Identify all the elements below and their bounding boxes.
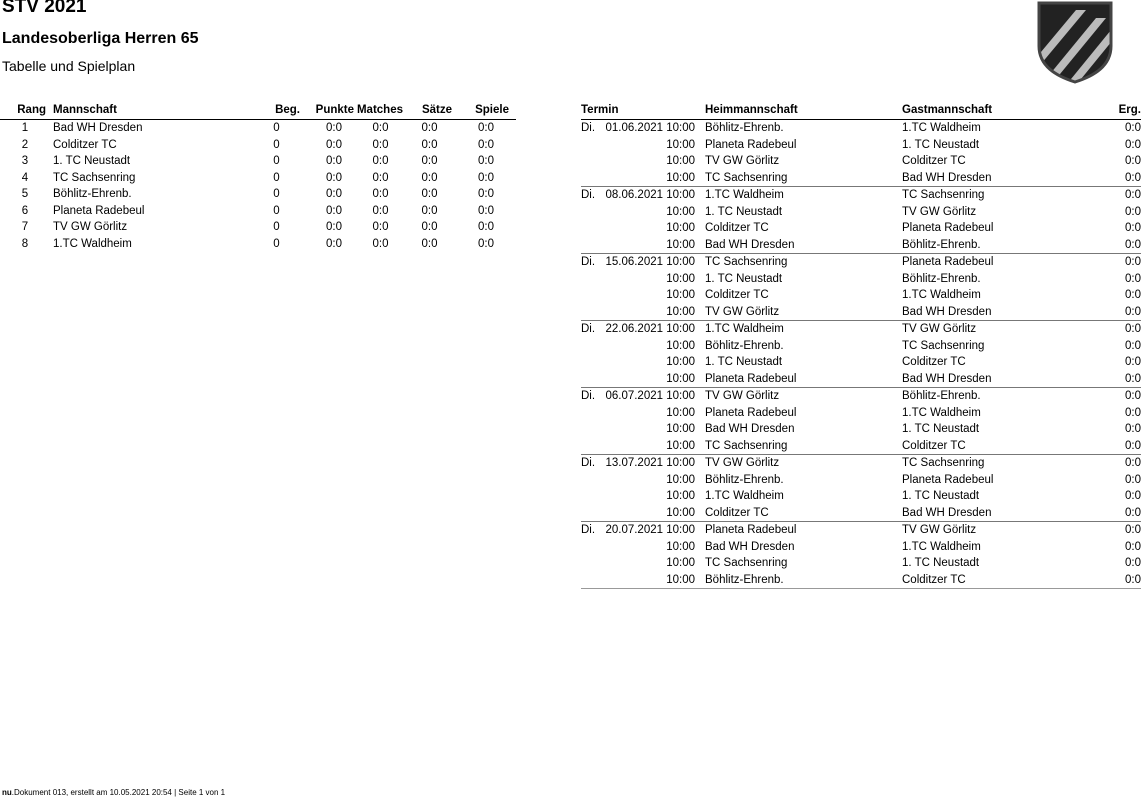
result-cell: 0:0 bbox=[1125, 473, 1141, 486]
col-rang: Rang bbox=[0, 101, 50, 120]
guest-team-cell: 1.TC Waldheim bbox=[902, 540, 981, 553]
match-date-cell bbox=[581, 237, 705, 254]
guest-team-cell: Bad WH Dresden bbox=[902, 171, 992, 184]
match-row bbox=[581, 572, 1141, 589]
match-date-cell bbox=[581, 488, 705, 505]
match-row bbox=[581, 421, 1141, 438]
match-date-cell bbox=[581, 153, 705, 170]
result-cell: 0:0 bbox=[1125, 155, 1141, 167]
result-cell: 0:0 bbox=[1125, 423, 1141, 435]
matches-played-cell: 0 bbox=[273, 171, 280, 184]
result-cell: 0:0 bbox=[1103, 321, 1141, 338]
stv-logo-icon bbox=[1036, 0, 1114, 84]
guest-team-cell: TV GW Görlitz bbox=[902, 522, 1103, 539]
match-date-cell bbox=[581, 505, 705, 522]
result-cell: 0:0 bbox=[1125, 339, 1141, 352]
matches-played-cell: 0 bbox=[273, 204, 280, 217]
match-date-cell bbox=[581, 254, 705, 271]
col-termin: Termin bbox=[581, 101, 705, 120]
guest-team-cell: Colditzer TC bbox=[902, 356, 966, 368]
match-date: 22.06.2021 bbox=[605, 323, 664, 335]
guest-team-cell: Colditzer TC bbox=[902, 155, 966, 167]
match-date-cell bbox=[581, 204, 705, 221]
match-time: 10:00 bbox=[666, 390, 695, 402]
match-time: 10:00 bbox=[666, 573, 695, 586]
match-date-cell bbox=[581, 304, 705, 321]
result-cell: 0:0 bbox=[1125, 222, 1141, 234]
match-day: Di. bbox=[581, 323, 596, 335]
games-cell: 0:0 bbox=[478, 188, 494, 200]
match-day: Di. bbox=[581, 390, 596, 402]
match-row bbox=[581, 405, 1141, 422]
team-name-cell: Bad WH Dresden bbox=[53, 122, 143, 134]
match-time: 10:00 bbox=[666, 205, 695, 218]
games-cell: 0:0 bbox=[478, 204, 494, 217]
match-time: 10:00 bbox=[666, 189, 695, 201]
result-cell: 0:0 bbox=[1103, 388, 1141, 405]
result-cell: 0:0 bbox=[1125, 272, 1141, 285]
match-time: 10:00 bbox=[666, 272, 695, 285]
result-cell: 0:0 bbox=[1125, 372, 1141, 385]
match-time: 10:00 bbox=[666, 540, 695, 553]
match-row bbox=[581, 388, 1141, 405]
match-row bbox=[581, 321, 1141, 338]
match-date-cell bbox=[581, 137, 705, 154]
match-date: 13.07.2021 bbox=[605, 457, 664, 469]
result-cell: 0:0 bbox=[1103, 187, 1141, 204]
home-team-cell: Böhlitz-Ehrenb. bbox=[705, 572, 902, 589]
matches-cell: 0:0 bbox=[372, 204, 389, 217]
footer bbox=[2, 788, 225, 797]
guest-team-cell: Planeta Radebeul bbox=[902, 473, 994, 486]
match-row bbox=[581, 354, 1141, 371]
match-date-cell bbox=[581, 321, 705, 338]
match-time: 10:00 bbox=[666, 238, 695, 251]
team-name-cell: Colditzer TC bbox=[53, 138, 117, 151]
home-team-cell: 1. TC Neustadt bbox=[705, 356, 783, 368]
matches-played-cell: 0 bbox=[273, 138, 280, 151]
home-team-cell: TV GW Görlitz bbox=[705, 388, 902, 405]
league-title: Landesoberliga Herren 65 bbox=[2, 30, 199, 47]
guest-team-cell: Bad WH Dresden bbox=[902, 305, 992, 318]
guest-team-cell: Böhlitz-Ehrenb. bbox=[902, 238, 981, 251]
team-name-cell: TC Sachsenring bbox=[53, 171, 136, 184]
col-ergebnis: Erg. bbox=[1103, 101, 1141, 120]
match-date-cell bbox=[581, 522, 705, 539]
result-cell: 0:0 bbox=[1125, 138, 1141, 151]
col-spiele: Spiele bbox=[452, 101, 516, 120]
result-cell: 0:0 bbox=[1125, 289, 1141, 301]
home-team-cell: TV GW Görlitz bbox=[705, 155, 780, 167]
match-row bbox=[581, 287, 1141, 304]
matches-cell: 0:0 bbox=[372, 138, 389, 151]
matches-cell: 0:0 bbox=[372, 188, 389, 200]
match-day: Di. bbox=[581, 122, 596, 134]
home-team-cell: Böhlitz-Ehrenb. bbox=[705, 473, 784, 486]
match-time: 10:00 bbox=[666, 323, 695, 335]
match-row bbox=[581, 304, 1141, 321]
home-team-cell: Böhlitz-Ehrenb. bbox=[705, 122, 784, 134]
col-punkte: Punkte bbox=[300, 101, 354, 120]
match-time: 10:00 bbox=[666, 289, 695, 301]
matches-cell: 0:0 bbox=[372, 171, 389, 184]
home-team-cell: TC Sachsenring bbox=[705, 557, 788, 569]
standings-row bbox=[0, 219, 516, 236]
match-row bbox=[581, 505, 1141, 522]
guest-team-cell: Bad WH Dresden bbox=[902, 372, 992, 385]
match-date-cell bbox=[581, 405, 705, 422]
guest-team-cell: 1.TC Waldheim bbox=[902, 406, 981, 419]
team-name-cell: 1.TC Waldheim bbox=[53, 237, 132, 250]
match-row bbox=[581, 170, 1141, 187]
col-heimmannschaft: Heimmannschaft bbox=[705, 101, 902, 120]
match-date-cell bbox=[581, 388, 705, 405]
result-cell: 0:0 bbox=[1125, 540, 1141, 553]
games-cell: 0:0 bbox=[478, 122, 494, 134]
match-row bbox=[581, 187, 1141, 204]
match-row bbox=[581, 137, 1141, 154]
result-cell: 0:0 bbox=[1125, 406, 1141, 419]
match-row bbox=[581, 237, 1141, 254]
points-cell: 0:0 bbox=[326, 204, 342, 217]
matches-played-cell: 0 bbox=[273, 237, 280, 250]
rank-cell: 8 bbox=[21, 237, 29, 250]
team-name-cell: Planeta Radebeul bbox=[53, 204, 145, 217]
match-date: 01.06.2021 bbox=[605, 122, 664, 134]
guest-team-cell: 1. TC Neustadt bbox=[902, 138, 980, 151]
guest-team-cell: TC Sachsenring bbox=[902, 187, 1103, 204]
match-date-cell bbox=[581, 472, 705, 489]
matches-played-cell: 0 bbox=[273, 221, 280, 233]
match-date: 06.07.2021 bbox=[605, 390, 664, 402]
matches-played-cell: 0 bbox=[273, 155, 280, 167]
match-time: 10:00 bbox=[666, 490, 695, 502]
matches-cell: 0:0 bbox=[372, 237, 389, 250]
guest-team-cell: TC Sachsenring bbox=[902, 455, 1103, 472]
match-date-cell bbox=[581, 371, 705, 388]
page-title: STV 2021 bbox=[2, 0, 87, 17]
sets-cell: 0:0 bbox=[421, 237, 438, 250]
rank-cell: 7 bbox=[21, 221, 29, 233]
match-row bbox=[581, 254, 1141, 271]
col-matches: Matches bbox=[354, 101, 403, 120]
guest-team-cell: Bad WH Dresden bbox=[902, 506, 992, 519]
match-time: 10:00 bbox=[666, 524, 695, 536]
guest-team-cell: 1. TC Neustadt bbox=[902, 490, 980, 502]
home-team-cell: Planeta Radebeul bbox=[705, 522, 902, 539]
home-team-cell: Colditzer TC bbox=[705, 506, 769, 519]
result-cell: 0:0 bbox=[1125, 171, 1141, 184]
match-date-cell bbox=[581, 438, 705, 455]
games-cell: 0:0 bbox=[478, 138, 494, 151]
match-date-cell bbox=[581, 170, 705, 187]
match-row bbox=[581, 220, 1141, 237]
match-row bbox=[581, 488, 1141, 505]
points-cell: 0:0 bbox=[326, 155, 342, 167]
result-cell: 0:0 bbox=[1103, 572, 1141, 589]
sets-cell: 0:0 bbox=[421, 204, 438, 217]
home-team-cell: TC Sachsenring bbox=[705, 171, 788, 184]
result-cell: 0:0 bbox=[1125, 356, 1141, 368]
match-time: 10:00 bbox=[666, 372, 695, 385]
match-date-cell bbox=[581, 271, 705, 288]
games-cell: 0:0 bbox=[478, 171, 494, 184]
match-date-cell bbox=[581, 455, 705, 472]
points-cell: 0:0 bbox=[326, 237, 342, 250]
guest-team-cell: TC Sachsenring bbox=[902, 339, 985, 352]
games-cell: 0:0 bbox=[478, 155, 494, 167]
match-row bbox=[581, 555, 1141, 572]
sets-cell: 0:0 bbox=[421, 122, 438, 134]
col-mannschaft: Mannschaft bbox=[50, 101, 243, 120]
home-team-cell: 1.TC Waldheim bbox=[705, 187, 902, 204]
rank-cell: 6 bbox=[21, 204, 29, 217]
col-saetze: Sätze bbox=[403, 101, 452, 120]
games-cell: 0:0 bbox=[478, 237, 494, 250]
result-cell: 0:0 bbox=[1103, 522, 1141, 539]
match-row bbox=[581, 120, 1141, 137]
standings-row bbox=[0, 186, 516, 203]
home-team-cell: Colditzer TC bbox=[705, 222, 769, 234]
match-date-cell bbox=[581, 421, 705, 438]
match-date: 15.06.2021 bbox=[605, 256, 664, 268]
guest-team-cell: Colditzer TC bbox=[902, 572, 1103, 589]
match-row bbox=[581, 371, 1141, 388]
match-time: 10:00 bbox=[666, 457, 695, 469]
result-cell: 0:0 bbox=[1125, 305, 1141, 318]
col-gastmannschaft: Gastmannschaft bbox=[902, 101, 1103, 120]
standings-row bbox=[0, 120, 516, 137]
rank-cell: 2 bbox=[21, 138, 29, 151]
match-row bbox=[581, 472, 1141, 489]
sets-cell: 0:0 bbox=[421, 138, 438, 151]
points-cell: 0:0 bbox=[326, 188, 342, 200]
home-team-cell: TC Sachsenring bbox=[705, 254, 902, 271]
matches-played-cell: 0 bbox=[273, 122, 280, 134]
home-team-cell: Colditzer TC bbox=[705, 289, 769, 301]
home-team-cell: Planeta Radebeul bbox=[705, 138, 797, 151]
guest-team-cell: Planeta Radebeul bbox=[902, 222, 994, 234]
standings-row bbox=[0, 170, 516, 187]
guest-team-cell: Colditzer TC bbox=[902, 439, 966, 452]
home-team-cell: TC Sachsenring bbox=[705, 439, 788, 452]
result-cell: 0:0 bbox=[1125, 490, 1141, 502]
team-name-cell: Böhlitz-Ehrenb. bbox=[53, 188, 132, 200]
home-team-cell: Bad WH Dresden bbox=[705, 238, 795, 251]
match-time: 10:00 bbox=[666, 506, 695, 519]
guest-team-cell: 1.TC Waldheim bbox=[902, 122, 981, 134]
match-date-cell bbox=[581, 220, 705, 237]
match-date: 20.07.2021 bbox=[605, 524, 664, 536]
match-date-cell bbox=[581, 354, 705, 371]
standings-row bbox=[0, 137, 516, 154]
result-cell: 0:0 bbox=[1125, 122, 1141, 134]
page-description: Tabelle und Spielplan bbox=[2, 58, 136, 74]
match-date-cell bbox=[581, 287, 705, 304]
result-cell: 0:0 bbox=[1125, 506, 1141, 519]
match-day: Di. bbox=[581, 524, 596, 536]
match-row bbox=[581, 271, 1141, 288]
result-cell: 0:0 bbox=[1125, 557, 1141, 569]
home-team-cell: Böhlitz-Ehrenb. bbox=[705, 339, 784, 352]
rank-cell: 3 bbox=[21, 155, 29, 167]
match-time: 10:00 bbox=[666, 439, 695, 452]
match-time: 10:00 bbox=[666, 339, 695, 352]
guest-team-cell: TV GW Görlitz bbox=[902, 205, 977, 218]
match-time: 10:00 bbox=[666, 356, 695, 368]
home-team-cell: TV GW Görlitz bbox=[705, 305, 780, 318]
home-team-cell: Planeta Radebeul bbox=[705, 372, 797, 385]
guest-team-cell: Böhlitz-Ehrenb. bbox=[902, 388, 1103, 405]
match-time: 10:00 bbox=[666, 171, 695, 184]
points-cell: 0:0 bbox=[326, 122, 342, 134]
standings-header-row bbox=[0, 101, 516, 120]
rank-cell: 5 bbox=[21, 188, 29, 200]
match-date-cell bbox=[581, 555, 705, 572]
sets-cell: 0:0 bbox=[421, 188, 438, 200]
rank-cell: 1 bbox=[21, 122, 29, 134]
rank-cell: 4 bbox=[21, 171, 29, 184]
footer-brand: nu bbox=[2, 788, 12, 797]
standings-row bbox=[0, 203, 516, 220]
points-cell: 0:0 bbox=[326, 221, 342, 233]
result-cell: 0:0 bbox=[1125, 238, 1141, 251]
home-team-cell: 1.TC Waldheim bbox=[705, 321, 902, 338]
sets-cell: 0:0 bbox=[421, 221, 438, 233]
result-cell: 0:0 bbox=[1125, 205, 1141, 218]
footer-text: .Dokument 013, erstellt am 10.05.2021 20:54 | Seite 1 von 1 bbox=[11, 788, 226, 797]
schedule-table bbox=[581, 101, 1141, 589]
home-team-cell: Bad WH Dresden bbox=[705, 540, 795, 553]
match-time: 10:00 bbox=[666, 305, 695, 318]
team-name-cell: 1. TC Neustadt bbox=[53, 155, 131, 167]
home-team-cell: 1.TC Waldheim bbox=[705, 490, 784, 502]
match-day: Di. bbox=[581, 457, 596, 469]
match-row bbox=[581, 204, 1141, 221]
matches-played-cell: 0 bbox=[273, 188, 280, 200]
match-date: 08.06.2021 bbox=[605, 189, 664, 201]
match-time: 10:00 bbox=[666, 138, 695, 151]
match-time: 10:00 bbox=[666, 256, 695, 268]
guest-team-cell: TV GW Görlitz bbox=[902, 321, 1103, 338]
match-row bbox=[581, 539, 1141, 556]
standings-row bbox=[0, 153, 516, 170]
guest-team-cell: 1.TC Waldheim bbox=[902, 289, 981, 301]
match-time: 10:00 bbox=[666, 406, 695, 419]
home-team-cell: Planeta Radebeul bbox=[705, 406, 797, 419]
result-cell: 0:0 bbox=[1103, 254, 1141, 271]
match-date-cell bbox=[581, 120, 705, 137]
result-cell: 0:0 bbox=[1103, 455, 1141, 472]
match-time: 10:00 bbox=[666, 423, 695, 435]
match-date-cell bbox=[581, 338, 705, 355]
matches-cell: 0:0 bbox=[372, 122, 389, 134]
home-team-cell: 1. TC Neustadt bbox=[705, 272, 783, 285]
match-row bbox=[581, 522, 1141, 539]
match-row bbox=[581, 153, 1141, 170]
matches-cell: 0:0 bbox=[372, 221, 389, 233]
points-cell: 0:0 bbox=[326, 138, 342, 151]
match-row bbox=[581, 455, 1141, 472]
team-name-cell: TV GW Görlitz bbox=[53, 221, 128, 233]
home-team-cell: Bad WH Dresden bbox=[705, 423, 795, 435]
match-row bbox=[581, 438, 1141, 455]
match-time: 10:00 bbox=[666, 557, 695, 569]
match-time: 10:00 bbox=[666, 473, 695, 486]
sets-cell: 0:0 bbox=[421, 171, 438, 184]
guest-team-cell: 1. TC Neustadt bbox=[902, 557, 980, 569]
match-day: Di. bbox=[581, 189, 596, 201]
match-time: 10:00 bbox=[666, 155, 695, 167]
guest-team-cell: Planeta Radebeul bbox=[902, 254, 1103, 271]
match-date-cell bbox=[581, 539, 705, 556]
standings-row bbox=[0, 236, 516, 253]
matches-cell: 0:0 bbox=[372, 155, 389, 167]
col-beg: Beg. bbox=[243, 101, 300, 120]
sets-cell: 0:0 bbox=[421, 155, 438, 167]
home-team-cell: TV GW Görlitz bbox=[705, 455, 902, 472]
guest-team-cell: 1. TC Neustadt bbox=[902, 423, 980, 435]
result-cell: 0:0 bbox=[1125, 439, 1141, 452]
guest-team-cell: Böhlitz-Ehrenb. bbox=[902, 272, 981, 285]
match-time: 10:00 bbox=[666, 222, 695, 234]
match-date-cell bbox=[581, 572, 705, 589]
match-date-cell bbox=[581, 187, 705, 204]
schedule-header-row bbox=[581, 101, 1141, 120]
home-team-cell: 1. TC Neustadt bbox=[705, 205, 783, 218]
games-cell: 0:0 bbox=[478, 221, 494, 233]
match-day: Di. bbox=[581, 256, 596, 268]
points-cell: 0:0 bbox=[326, 171, 342, 184]
match-row bbox=[581, 338, 1141, 355]
standings-table bbox=[0, 101, 516, 252]
match-time: 10:00 bbox=[666, 122, 695, 134]
